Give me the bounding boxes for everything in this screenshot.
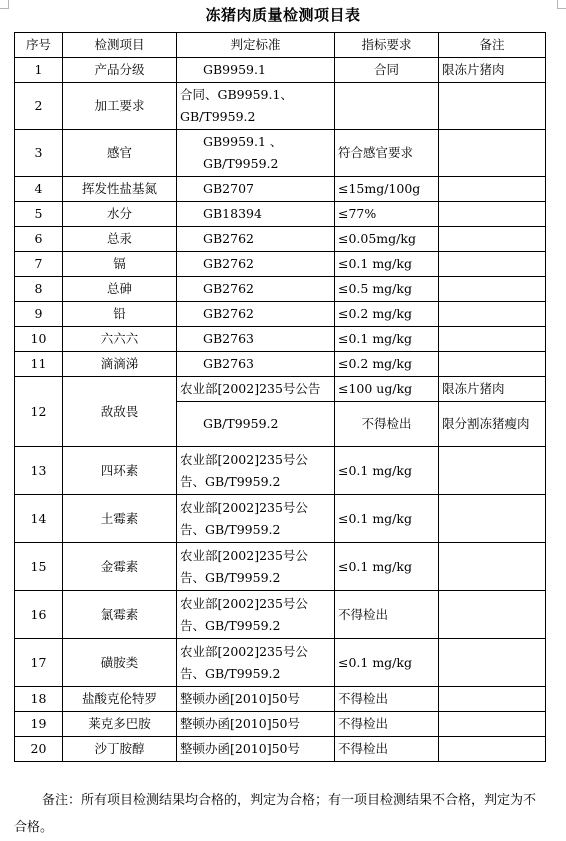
header-requirement: 指标要求 <box>335 33 439 58</box>
row-requirement: ≤0.1 mg/kg <box>335 495 439 543</box>
row-item: 盐酸克伦特罗 <box>63 687 177 712</box>
row-requirement: ≤0.1 mg/kg <box>335 327 439 352</box>
footnote: 备注：所有项目检测结果均合格的，判定为合格；有一项目检测结果不合格，判定为不合格。 <box>14 793 537 835</box>
row-item: 六六六 <box>63 327 177 352</box>
row-note <box>439 639 546 687</box>
row-requirement: ≤0.2 mg/kg <box>335 302 439 327</box>
row-item: 感官 <box>63 130 177 177</box>
row-no: 9 <box>15 302 63 327</box>
row-requirement: ≤0.2 mg/kg <box>335 352 439 377</box>
row-note <box>439 177 546 202</box>
row-standard: 整顿办函[2010]50号 <box>177 712 335 737</box>
table-row <box>15 737 546 762</box>
table-row <box>15 177 546 202</box>
row-standard: 合同、GB9959.1、GB/T9959.2 <box>177 83 335 130</box>
row-requirement: 不得检出 <box>335 712 439 737</box>
row-requirement: ≤0.05mg/kg <box>335 227 439 252</box>
row-requirement: 不得检出 <box>335 737 439 762</box>
row-note <box>439 302 546 327</box>
table-row <box>15 687 546 712</box>
table-row <box>15 495 546 543</box>
row-note <box>439 252 546 277</box>
row-note <box>439 737 546 762</box>
row-item: 总汞 <box>63 227 177 252</box>
row-standard: 农业部[2002]235号公告、GB/T9959.2 <box>177 495 335 543</box>
header-note: 备注 <box>439 33 546 58</box>
table-row <box>15 227 546 252</box>
inspection-table <box>14 32 546 762</box>
table-row <box>15 447 546 495</box>
row-standard: GB2763 <box>177 327 335 352</box>
table-row <box>15 327 546 352</box>
row-note <box>439 591 546 639</box>
row-standard: 农业部[2002]235号公告、GB/T9959.2 <box>177 591 335 639</box>
row-item: 水分 <box>63 202 177 227</box>
row-no: 6 <box>15 227 63 252</box>
row-item: 镉 <box>63 252 177 277</box>
header-no: 序号 <box>15 33 63 58</box>
row-no: 2 <box>15 83 63 130</box>
row-requirement: 符合感官要求 <box>335 130 439 177</box>
table-row <box>15 543 546 591</box>
row-item: 铅 <box>63 302 177 327</box>
row-item: 产品分级 <box>63 58 177 83</box>
row-standard: GB2763 <box>177 352 335 377</box>
row-note <box>439 327 546 352</box>
row-standard: GB9959.1 <box>177 58 335 83</box>
row-note: 限分割冻猪瘦肉 <box>439 402 546 447</box>
row-standard: GB2707 <box>177 177 335 202</box>
row-requirement: 不得检出 <box>335 687 439 712</box>
row-standard: 整顿办函[2010]50号 <box>177 687 335 712</box>
row-no: 20 <box>15 737 63 762</box>
row-requirement: ≤0.1 mg/kg <box>335 639 439 687</box>
row-no: 13 <box>15 447 63 495</box>
row-note <box>439 687 546 712</box>
row-no: 19 <box>15 712 63 737</box>
row-standard: 整顿办函[2010]50号 <box>177 737 335 762</box>
row-note <box>439 227 546 252</box>
table-row <box>15 83 546 130</box>
row-standard: 农业部[2002]235号公告、GB/T9959.2 <box>177 543 335 591</box>
row-standard: 农业部[2002]235号公告 <box>177 377 335 402</box>
row-no: 15 <box>15 543 63 591</box>
row-requirement: ≤0.1 mg/kg <box>335 252 439 277</box>
table-row <box>15 277 546 302</box>
row-item: 沙丁胺醇 <box>63 737 177 762</box>
row-requirement: 不得检出 <box>335 402 439 447</box>
row-note <box>439 130 546 177</box>
table-header-row <box>15 33 546 58</box>
row-note <box>439 712 546 737</box>
table-row <box>15 302 546 327</box>
row-standard: GB2762 <box>177 227 335 252</box>
row-no: 16 <box>15 591 63 639</box>
row-no: 11 <box>15 352 63 377</box>
row-no: 17 <box>15 639 63 687</box>
row-item: 滴滴涕 <box>63 352 177 377</box>
document-title: 冻猪肉质量检测项目表 <box>205 6 361 24</box>
row-item: 金霉素 <box>63 543 177 591</box>
row-requirement: ≤0.5 mg/kg <box>335 277 439 302</box>
table-row <box>15 712 546 737</box>
row-requirement <box>335 83 439 130</box>
table-row <box>15 639 546 687</box>
header-standard: 判定标准 <box>177 33 335 58</box>
row-no: 1 <box>15 58 63 83</box>
row-item: 土霉素 <box>63 495 177 543</box>
row-no: 5 <box>15 202 63 227</box>
row-item: 总砷 <box>63 277 177 302</box>
row-note <box>439 83 546 130</box>
row-standard: GB18394 <box>177 202 335 227</box>
row-no: 7 <box>15 252 63 277</box>
row-note: 限冻片猪肉 <box>439 377 546 402</box>
row-no: 3 <box>15 130 63 177</box>
table-row <box>15 130 546 177</box>
row-item: 四环素 <box>63 447 177 495</box>
row-no: 12 <box>15 377 63 447</box>
table-row <box>15 352 546 377</box>
row-requirement: ≤0.1 mg/kg <box>335 447 439 495</box>
row-item: 莱克多巴胺 <box>63 712 177 737</box>
table-row <box>15 58 546 83</box>
row-no: 10 <box>15 327 63 352</box>
row-requirement: 不得检出 <box>335 591 439 639</box>
row-note <box>439 277 546 302</box>
row-note <box>439 202 546 227</box>
row-standard: GB9959.1 、GB/T9959.2 <box>177 130 335 177</box>
row-note <box>439 352 546 377</box>
row-requirement: ≤15mg/100g <box>335 177 439 202</box>
row-no: 4 <box>15 177 63 202</box>
row-standard: GB2762 <box>177 252 335 277</box>
row-item: 挥发性盐基氮 <box>63 177 177 202</box>
row-note: 限冻片猪肉 <box>439 58 546 83</box>
row-standard: 农业部[2002]235号公告、GB/T9959.2 <box>177 639 335 687</box>
row-no: 18 <box>15 687 63 712</box>
row-no: 8 <box>15 277 63 302</box>
row-requirement: 合同 <box>335 58 439 83</box>
row-requirement: ≤0.1 mg/kg <box>335 543 439 591</box>
row-requirement: ≤100 ug/kg <box>335 377 439 402</box>
row-standard: 农业部[2002]235号公告、GB/T9959.2 <box>177 447 335 495</box>
table-row <box>15 377 546 402</box>
row-item: 磺胺类 <box>63 639 177 687</box>
row-note <box>439 543 546 591</box>
table-row <box>15 252 546 277</box>
table-row <box>15 591 546 639</box>
row-requirement: ≤77% <box>335 202 439 227</box>
row-item: 加工要求 <box>63 83 177 130</box>
row-standard: GB2762 <box>177 277 335 302</box>
header-item: 检测项目 <box>63 33 177 58</box>
table-row <box>15 202 546 227</box>
row-item: 敌敌畏 <box>63 377 177 447</box>
row-standard: GB2762 <box>177 302 335 327</box>
row-standard: GB/T9959.2 <box>177 402 335 447</box>
row-note <box>439 495 546 543</box>
row-no: 14 <box>15 495 63 543</box>
row-item: 氯霉素 <box>63 591 177 639</box>
row-note <box>439 447 546 495</box>
